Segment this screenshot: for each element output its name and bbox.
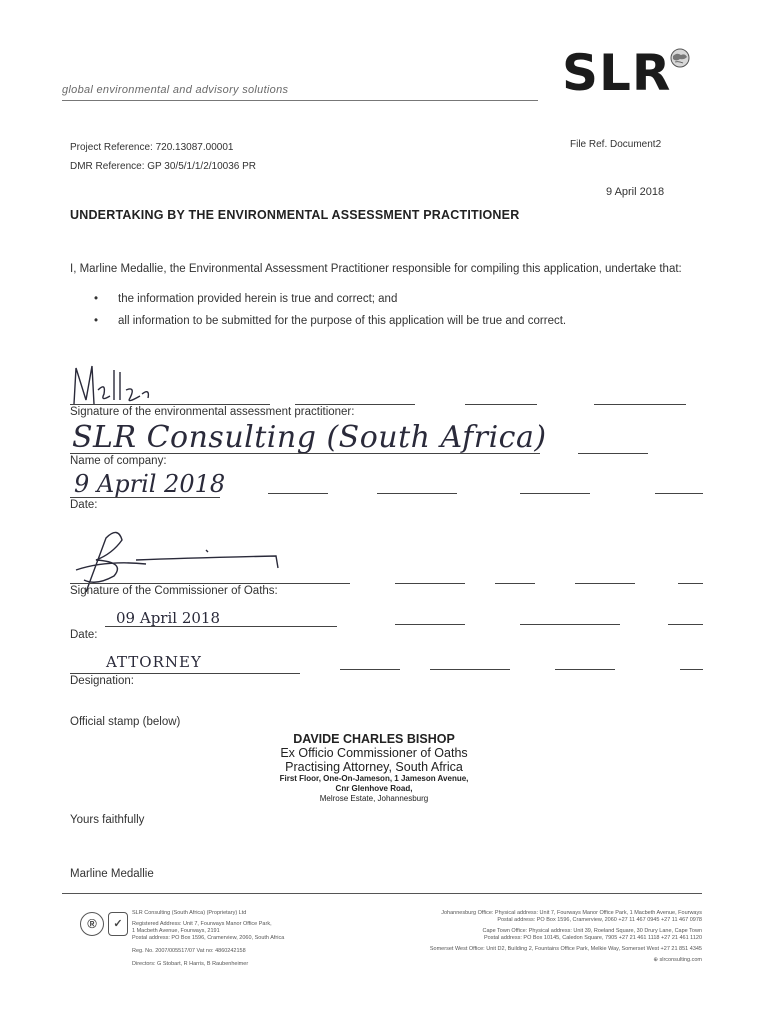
eap-signature-label: Signature of the environmental assessment practitioner: (70, 406, 355, 418)
globe-icon (668, 46, 692, 70)
date2-line (668, 624, 703, 625)
date-line (655, 493, 703, 494)
undertaking-intro: I, Marline Medallie, the Environmental Assessment Practitioner responsible for compiling this application, undertake that: (70, 263, 682, 275)
designation-label: Designation: (70, 675, 134, 687)
footer-jhb-physical: Johannesburg Office: Physical address: Unit 7, Fourways Manor Office Park, 1 Macbeth Avenue, Fourways (441, 910, 702, 916)
footer-reg-no: Reg. No. 2007/005517/07 Vat no: 4860242158 (132, 948, 246, 954)
closing-salutation: Yours faithfully (70, 814, 145, 826)
date-line (377, 493, 457, 494)
footer-postal: Postal address: PO Box 1596, Cramerview, 2060, South Africa (132, 935, 285, 941)
designation-line (680, 669, 703, 670)
date2-handwritten: 09 April 2018 (116, 609, 220, 627)
date-line (70, 497, 220, 498)
date-label: Date: (70, 499, 98, 511)
footer-registered-address: Registered Address: Unit 7, Fourways Manor Office Park, (132, 921, 272, 927)
company-label: Name of company: (70, 455, 167, 467)
date2-line (395, 624, 465, 625)
footer-jhb-postal: Postal address: PO Box 1596, Cramerview, 2060 +27 11 467 0945 +27 11 467 0978 (497, 917, 702, 923)
company-line (578, 453, 648, 454)
footer-directors: Directors: G Stobart, R Harris, B Raubenheimer (132, 961, 249, 967)
closing-name: Marline Medallie (70, 868, 154, 880)
date-handwritten: 9 April 2018 (74, 470, 226, 498)
stamp-label: Official stamp (below) (70, 716, 181, 728)
stamp-line: First Floor, One-On-Jameson, 1 Jameson Avenue, (279, 774, 469, 783)
commissioner-stamp (224, 732, 524, 804)
dmr-reference: DMR Reference: GP 30/5/1/1/2/10036 PR (70, 161, 257, 172)
commissioner-signature-label: Signature of the Commissioner of Oaths: (70, 585, 278, 597)
designation-line (340, 669, 400, 670)
bullet-text: all information to be submitted for the purpose of this application will be true and correct. (118, 315, 567, 327)
date2-line (520, 624, 620, 625)
commissioner-signature-line (495, 583, 535, 584)
signature-line (70, 404, 270, 405)
company-tagline: global environmental and advisory solutions (62, 84, 289, 96)
footer-offices-block (348, 910, 702, 964)
footer-registered-address-2: 1 Macbeth Avenue, Fourways, 2191 (132, 928, 220, 934)
footer-company-block (132, 910, 342, 968)
footer-divider (62, 893, 702, 894)
bullet-dot: • (94, 315, 99, 327)
registered-seal-icon: ® (80, 912, 104, 936)
commissioner-signature-line (395, 583, 465, 584)
bullet-dot: • (94, 293, 99, 305)
eap-signature (70, 360, 190, 408)
date-line (520, 493, 590, 494)
bullet-text: the information provided herein is true and correct; and (118, 293, 398, 305)
slr-logo: SLR (562, 44, 672, 102)
project-reference: Project Reference: 720.13087.00001 (70, 142, 234, 153)
date2-line (105, 626, 337, 627)
header-divider (62, 100, 538, 102)
designation-line (430, 669, 510, 670)
commissioner-signature-line (575, 583, 635, 584)
footer-website[interactable] (348, 957, 702, 964)
date-line (268, 493, 328, 494)
designation-line (555, 669, 615, 670)
certification-badge-icon: ✓ (108, 912, 128, 936)
signature-line (594, 404, 686, 405)
footer-website-text: slrconsulting.com (659, 957, 702, 963)
bullet-item (94, 293, 398, 305)
commissioner-signature-line (70, 583, 350, 584)
web-icon: ⊕ (653, 957, 660, 963)
company-line (70, 453, 540, 454)
document-title: UNDERTAKING BY THE ENVIRONMENTAL ASSESSMENT PRACTITIONER (70, 208, 520, 222)
company-name-handwritten: SLR Consulting (South Africa) (72, 420, 547, 455)
footer-company: SLR Consulting (South Africa) (Proprietary) Ltd (132, 910, 247, 916)
stamp-line: Ex Officio Commissioner of Oaths (280, 746, 468, 760)
designation-handwritten: ATTORNEY (106, 653, 202, 671)
footer-cpt-physical: Cape Town Office: Physical address: Unit 39, Roeland Square, 30 Drury Lane, Cape Town (482, 928, 702, 934)
file-reference: File Ref. Document2 (570, 139, 662, 150)
signature-line (295, 404, 415, 405)
commissioner-signature-line (678, 583, 703, 584)
stamp-name: DAVIDE CHARLES BISHOP (293, 732, 455, 746)
designation-line (70, 673, 300, 674)
stamp-line: Melrose Estate, Johannesburg (319, 794, 429, 803)
document-date: 9 April 2018 (606, 186, 665, 198)
footer-somerset: Somerset West Office: Unit D2, Building 2, Fountains Office Park, Melkie Way, Somerset West +27 21 851 4345 (429, 946, 702, 952)
signature-line (465, 404, 537, 405)
bullet-item (94, 315, 567, 327)
stamp-line: Practising Attorney, South Africa (285, 760, 463, 774)
date2-label: Date: (70, 629, 98, 641)
footer-cpt-postal: Postal address: PO Box 10145, Caledon Square, 7905 +27 21 461 1118 +27 21 461 1120 (483, 935, 702, 941)
stamp-line: Cnr Glenhove Road, (335, 784, 413, 793)
